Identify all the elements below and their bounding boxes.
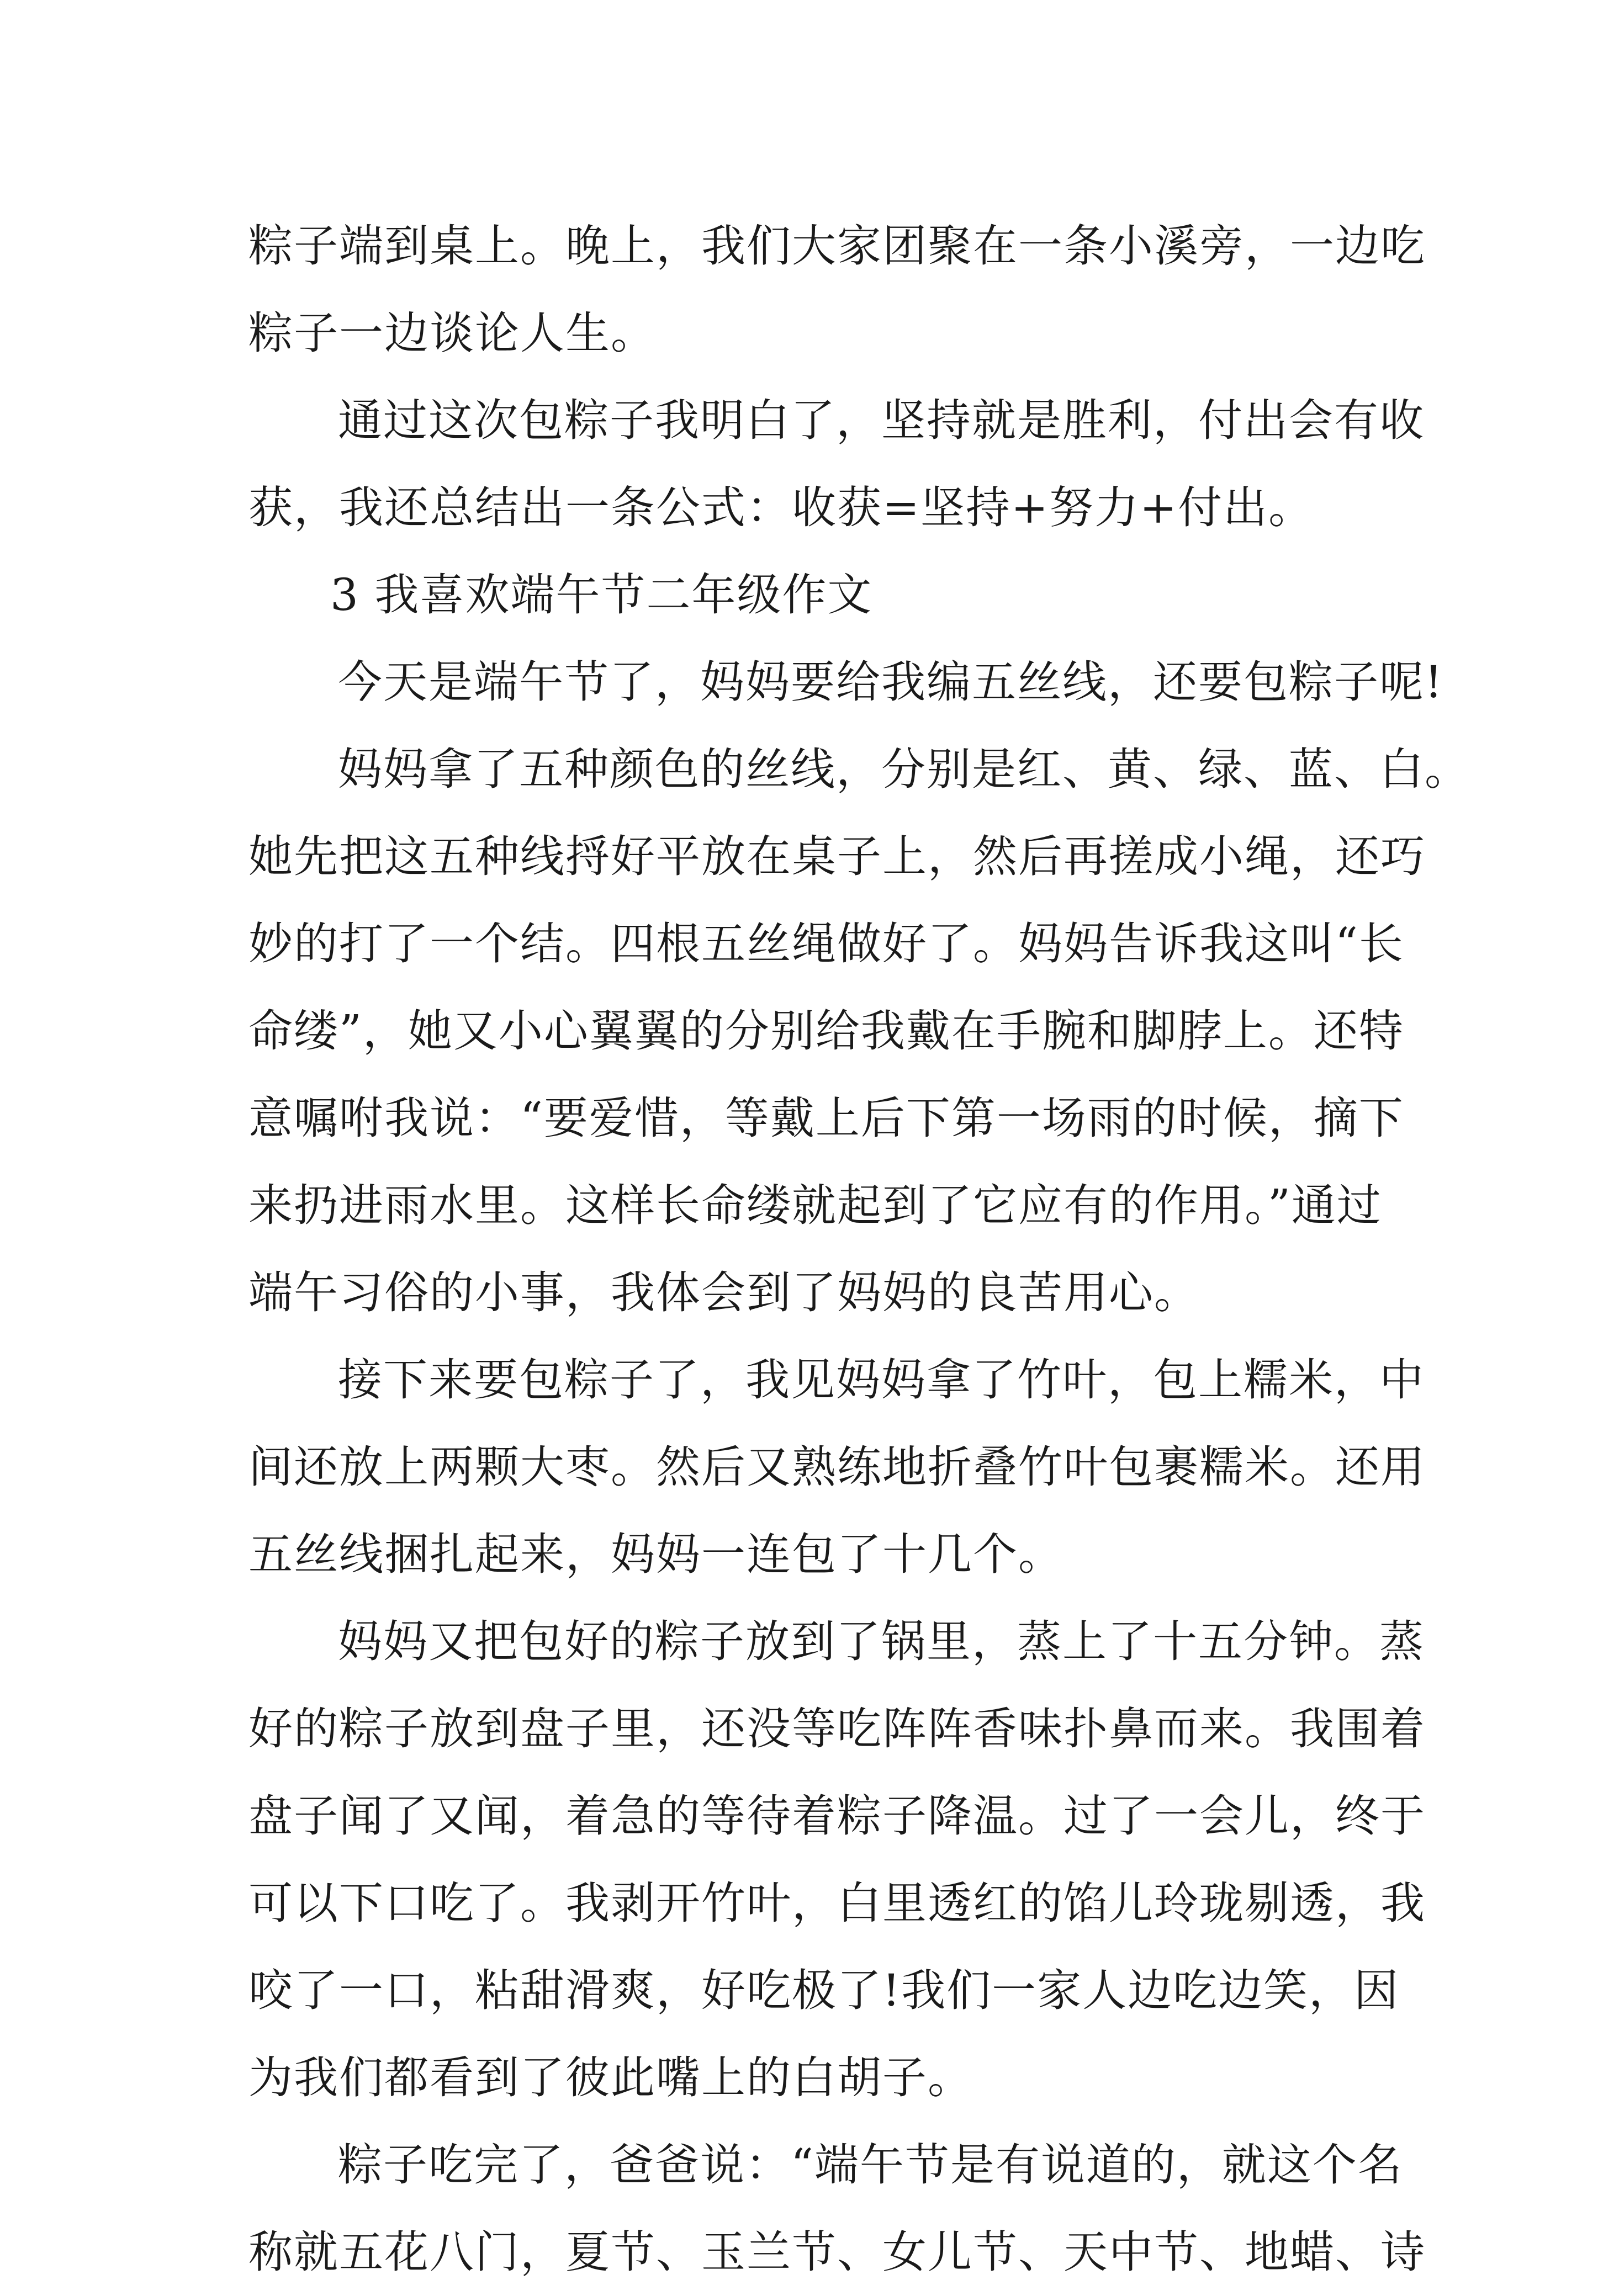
text-line: 盘子闻了又闻，着急的等待着粽子降温。过了一会儿，终于 xyxy=(248,1790,1426,1842)
text-line: 她先把这五种线捋好平放在桌子上，然后再搓成小绳，还巧 xyxy=(248,831,1426,882)
text-line: 五丝线捆扎起来，妈妈一连包了十几个。 xyxy=(248,1529,1063,1580)
section-heading: 3 我喜欢端午节二年级作文 xyxy=(330,569,873,621)
text-line: 粽子端到桌上。晚上，我们大家团聚在一条小溪旁，一边吃 xyxy=(248,220,1426,272)
paragraph-start-line: 今天是端午节了，妈妈要给我编五丝线，还要包粽子呢! xyxy=(338,656,1444,708)
text-line: 间还放上两颗大枣。然后又熟练地折叠竹叶包裹糯米。还用 xyxy=(248,1441,1426,1493)
text-line: 可以下口吃了。我剥开竹叶，白里透红的馅儿玲珑剔透，我 xyxy=(248,1878,1426,1929)
text-line: 意嘱咐我说：“要爱惜，等戴上后下第一场雨的时候，摘下 xyxy=(248,1093,1404,1144)
text-line: 好的粽子放到盘子里，还没等吃阵阵香味扑鼻而来。我围着 xyxy=(248,1703,1426,1754)
essay-text xyxy=(248,203,1470,2296)
paragraph-start-line: 粽子吃完了，爸爸说：“端午节是有说道的，就这个名 xyxy=(338,2139,1403,2191)
paragraph-start-line: 妈妈拿了五种颜色的丝线，分别是红、黄、绿、蓝、白。 xyxy=(338,744,1470,795)
text-line: 命缕”，她又小心翼翼的分别给我戴在手腕和脚脖上。还特 xyxy=(248,1005,1404,1057)
text-line: 妙的打了一个结。四根五丝绳做好了。妈妈告诉我这叫“长 xyxy=(248,918,1404,969)
paragraph-start-line: 妈妈又把包好的粽子放到了锅里，蒸上了十五分钟。蒸 xyxy=(338,1616,1425,1667)
text-line: 咬了一口，粘甜滑爽，好吃极了!我们一家人边吃边笑，因 xyxy=(248,1965,1400,2016)
text-line: 为我们都看到了彼此嘴上的白胡子。 xyxy=(248,2052,973,2103)
text-line: 获，我还总结出一条公式：收获=坚持+努力+付出。 xyxy=(248,482,1314,533)
text-line: 称就五花八门，夏节、玉兰节、女儿节、天中节、地蜡、诗 xyxy=(248,2226,1426,2278)
text-line: 来扔进雨水里。这样长命缕就起到了它应有的作用。”通过 xyxy=(248,1180,1382,1231)
text-line: 端午习俗的小事，我体会到了妈妈的良苦用心。 xyxy=(248,1267,1199,1318)
paragraph-start-line: 接下来要包粽子了，我见妈妈拿了竹叶，包上糯米，中 xyxy=(338,1354,1425,1406)
paragraph-start-line: 通过这次包粽子我明白了，坚持就是胜利，付出会有收 xyxy=(338,395,1425,446)
text-line: 粽子一边谈论人生。 xyxy=(248,307,656,359)
